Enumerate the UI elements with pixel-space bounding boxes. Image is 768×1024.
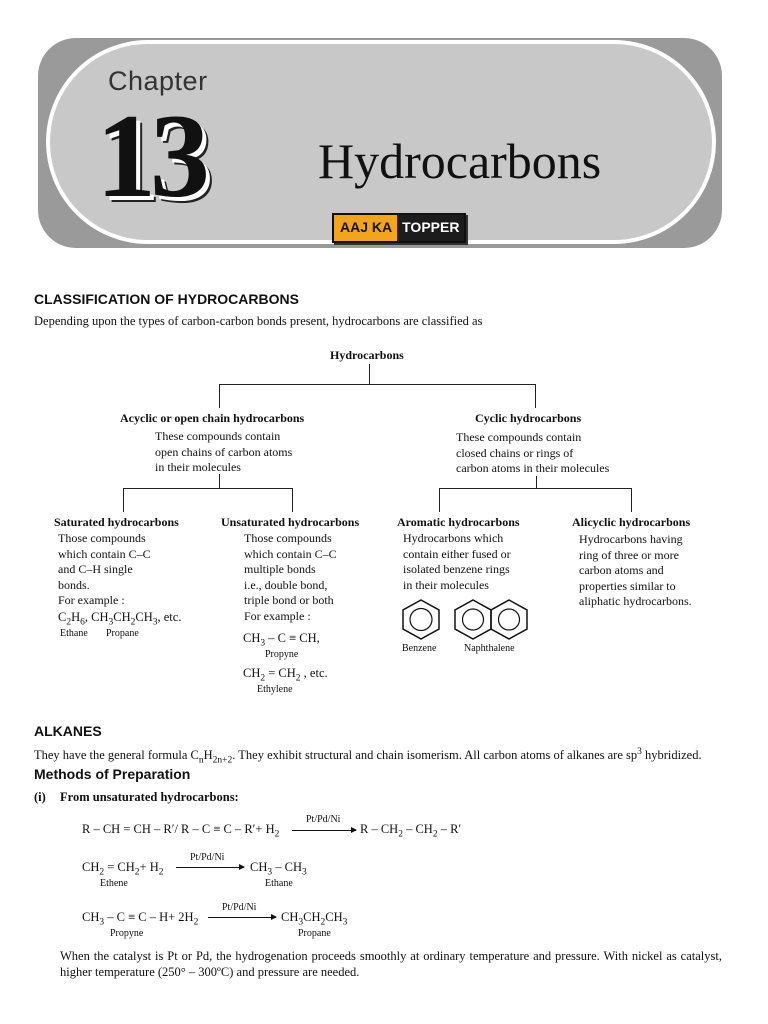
- equation-2-catalyst: Pt/Pd/Ni: [190, 852, 225, 863]
- equation-2-product: $CH_3 - CH_3$: [250, 860, 307, 878]
- tree-acyclic-desc: These compounds contain open chains of carbon atoms in their molecules: [155, 429, 293, 475]
- label-propyne: Propyne: [265, 649, 299, 660]
- label-ethane: Ethane: [60, 628, 88, 639]
- tree-cyclic-title: Cyclic hydrocarbons: [475, 411, 582, 425]
- label-benzene: Benzene: [402, 643, 437, 654]
- chapter-number: 13: [96, 89, 204, 222]
- equation-1-reactants: R – CH = CH – R′/ $R - C \equiv C - R'+ H_2$: [82, 822, 280, 840]
- classification-intro: Depending upon the types of carbon-carbon bonds present, hydrocarbons are classified as: [34, 314, 483, 328]
- logo-left-text: AAJ KA: [334, 215, 397, 241]
- label-naphthalene: Naphthalene: [464, 643, 515, 654]
- equation-3-reactants: $CH_3 - C \equiv C - H+ 2H_2$: [82, 910, 199, 928]
- equation-1-product: R – $CH_2 - CH_2 - R'$: [360, 822, 462, 840]
- equation-3-product: $CH_3CH_2CH_3$: [281, 910, 348, 928]
- equation-3-catalyst: Pt/Pd/Ni: [222, 902, 257, 913]
- equation-2-arrow-icon: [176, 867, 244, 868]
- propyne-formula: $CH_3$ – C ≡ CH,: [243, 631, 320, 649]
- methods-heading: Methods of Preparation: [34, 766, 191, 782]
- classification-heading: CLASSIFICATION OF HYDROCARBONS: [34, 291, 299, 307]
- tree-alicyclic-title: Alicyclic hydrocarbons: [572, 515, 691, 529]
- label-ethene: Ethene: [100, 878, 128, 889]
- chapter-label: Chapter: [108, 66, 208, 96]
- tree-cyclic-desc: These compounds contain closed chains or rings of carbon atoms in their molecules: [456, 430, 610, 476]
- alkanes-heading: ALKANES: [34, 723, 102, 739]
- chapter-title: Hydrocarbons: [318, 133, 602, 189]
- tree-alicyclic-desc: Hydrocarbons having ring of three or more carbon atoms and properties similar to aliphatic hydrocarbons.: [579, 532, 692, 609]
- label-propyne-reactant: Propyne: [110, 928, 144, 939]
- equation-2-reactants: $CH_2 = CH_2+ H_2$: [82, 860, 164, 878]
- label-ethylene: Ethylene: [257, 684, 293, 695]
- method-item-title: From unsaturated hydrocarbons:: [60, 790, 239, 804]
- tree-acyclic-title: Acyclic or open chain hydrocarbons: [120, 411, 305, 425]
- equation-3-arrow-icon: [208, 917, 276, 918]
- tree-aromatic-desc: Hydrocarbons which contain either fused or isolated benzene rings in their molecules: [403, 531, 511, 592]
- tree-aromatic-title: Aromatic hydrocarbons: [397, 515, 520, 529]
- naphthalene-rings-icon: [452, 598, 532, 640]
- tree-unsaturated-desc: Those compounds which contain C–C multiple bonds i.e., double bond, triple bond or both For example :: [244, 531, 337, 623]
- equation-1-arrow-icon: [292, 830, 356, 831]
- tree-saturated-title: Saturated hydrocarbons: [54, 515, 179, 529]
- tree-root-hydrocarbons: Hydrocarbons: [330, 348, 404, 362]
- alkanes-general-formula-text: They have the general formula $C_nH_{2n+2}$. They exhibit structural and chain isomerism. All carbon atoms of alkanes are $sp^3$ hybridized.: [34, 747, 702, 766]
- aaj-ka-topper-logo: [332, 213, 466, 243]
- ethylene-formula: $CH_2 = CH_2$ , etc.: [243, 666, 328, 684]
- label-propane-product: Propane: [298, 928, 331, 939]
- saturated-example-formula: $C_2H_6$, $CH_3CH_2CH_3$, etc.: [58, 610, 182, 628]
- label-ethane-product: Ethane: [265, 878, 293, 889]
- tree-unsaturated-title: Unsaturated hydrocarbons: [221, 515, 360, 529]
- benzene-ring-icon: [398, 598, 444, 640]
- tree-saturated-desc: Those compounds which contain C–C and C–H single bonds. For example :: [58, 531, 151, 608]
- hydrogenation-note: When the catalyst is Pt or Pd, the hydrogenation proceeds smoothly at ordinary temperature and pressure. With nickel as catalyst, higher temperature (250° – 300ºC) and pressure are needed.: [60, 949, 722, 979]
- method-item-number: (i): [34, 790, 46, 804]
- equation-1-catalyst: Pt/Pd/Ni: [306, 814, 341, 825]
- label-propane: Propane: [106, 628, 139, 639]
- logo-right-text: TOPPER: [397, 215, 464, 241]
